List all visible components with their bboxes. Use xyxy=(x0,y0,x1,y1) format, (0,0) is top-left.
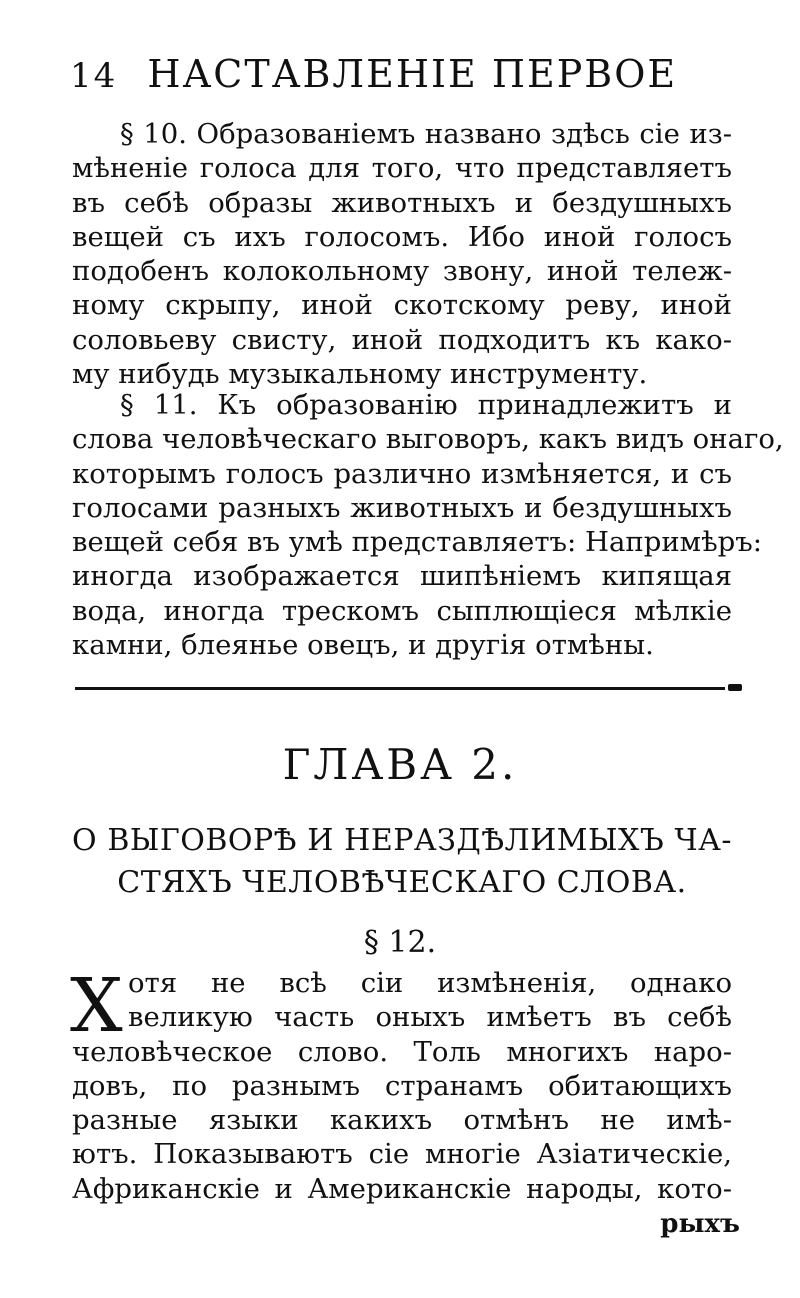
text-line: ютъ. Показываютъ сіе многіе Азіатическіе, xyxy=(72,1138,732,1171)
paragraph-11 xyxy=(72,388,784,662)
text-line: мѣненіе голоса для того, что представляетъ xyxy=(72,152,732,185)
text-line: довъ, по разнымъ странамъ обитающихъ xyxy=(72,1069,732,1102)
section-divider xyxy=(75,687,725,690)
text-line: соловьеву свисту, иной подходитъ къ како- xyxy=(72,323,732,356)
page-number: 14 xyxy=(70,56,118,96)
text-line: великую часть оныхъ имѣетъ въ себѣ xyxy=(128,1001,732,1034)
text-line: слова человѣческаго выговоръ, какъ видъ онаго, xyxy=(72,423,784,456)
text-line: § 10. Образованіемъ названо здѣсь сіе из- xyxy=(120,118,732,150)
text-line: Африканскіе и Американскіе народы, кото- xyxy=(72,1172,732,1205)
text-line: § 11. Къ образованію принадлежитъ и xyxy=(120,389,732,421)
chapter-title: ГЛАВА 2. xyxy=(282,740,518,789)
section-number: § 12. xyxy=(363,925,437,960)
drop-cap: Х xyxy=(70,963,123,1049)
text-line: разные языки какихъ отмѣнъ не имѣ- xyxy=(72,1104,732,1137)
text-line: подобенъ колокольному звону, иной тележ- xyxy=(72,255,732,288)
text-line: которымъ голосъ различно измѣняется, и съ xyxy=(72,457,732,490)
paragraph-12 xyxy=(70,963,732,1206)
text-line: вещей съ ихъ голосомъ. Ибо иной голосъ xyxy=(72,220,732,253)
text-line: голосами разныхъ животныхъ и бездушныхъ xyxy=(72,491,732,524)
chapter-subtitle xyxy=(72,820,732,904)
text-line: иногда изображается шипѣніемъ кипящая xyxy=(72,560,732,593)
text-line: вода, иногда трескомъ сыплющіеся мѣлкіе xyxy=(72,594,732,627)
text-line: му нибудь музыкальному инструменту. xyxy=(72,358,648,391)
running-title: НАСТАВЛЕНІЕ ПЕРВОЕ xyxy=(147,52,678,96)
text-line: человѣческое слово. Толь многихъ наро- xyxy=(72,1035,732,1068)
subtitle-line: О ВЫГОВОРѢ И НЕРАЗДѢЛИМЫХЪ ЧА- xyxy=(72,823,732,858)
text-line: въ себѣ образы живoтныхъ и бездушныхъ xyxy=(72,186,732,219)
running-header xyxy=(70,52,730,102)
divider-ornament xyxy=(728,684,742,691)
catchword: рыхъ xyxy=(660,1209,740,1239)
text-line: камни, блеянье овецъ, и другія отмѣны. xyxy=(72,629,654,662)
text-line: вещей себя въ умѣ представляетъ: Напримѣръ: xyxy=(72,526,763,559)
text-line: ному скрыпу, иной скотскому реву, иной xyxy=(72,289,732,322)
paragraph-10 xyxy=(72,117,732,391)
text-line: отя не всѣ сіи измѣненія, однако xyxy=(128,967,732,999)
subtitle-line: СТЯХЪ ЧЕЛОВѢЧЕСКАГО СЛОВА. xyxy=(117,865,687,900)
